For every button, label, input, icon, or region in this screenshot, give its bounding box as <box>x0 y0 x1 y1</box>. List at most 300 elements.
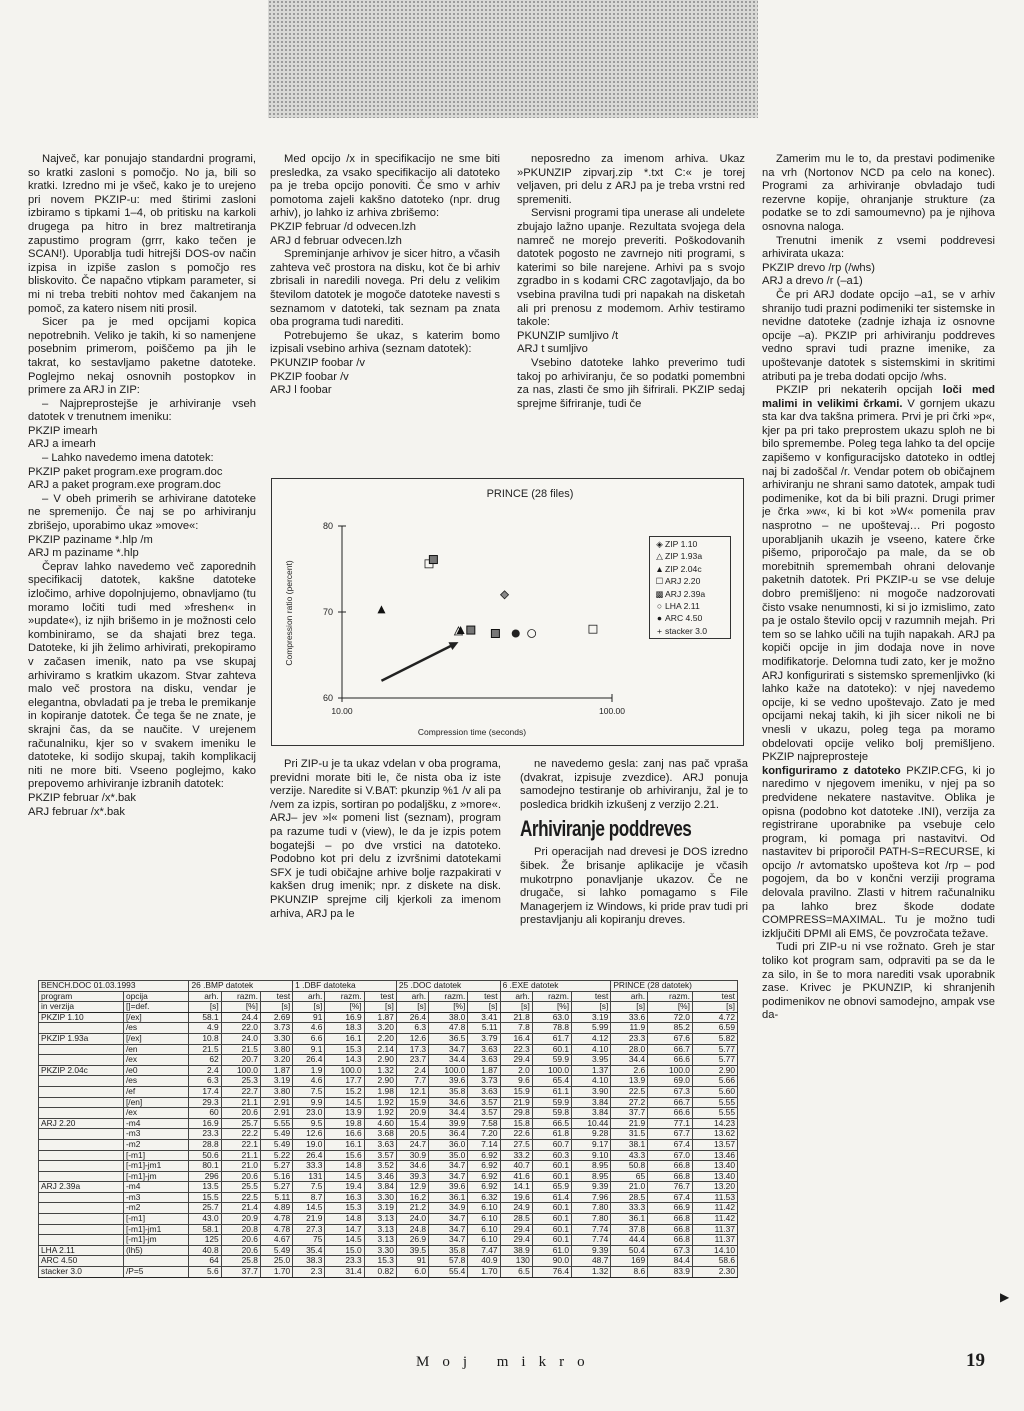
value-cell: 6.92 <box>468 1182 500 1193</box>
column-header: []=def. <box>123 1002 189 1013</box>
table-row <box>39 1055 738 1066</box>
value-cell: 6.3 <box>396 1023 428 1034</box>
value-cell: 90.0 <box>532 1256 571 1267</box>
value-cell: 5.55 <box>692 1108 737 1119</box>
column-header: [s] <box>500 1002 532 1013</box>
value-cell: 9.6 <box>500 1076 532 1087</box>
value-cell: 36.4 <box>429 1129 468 1140</box>
value-cell: 1.70 <box>260 1267 292 1278</box>
value-cell: 61.1 <box>532 1086 571 1097</box>
value-cell: 34.7 <box>429 1224 468 1235</box>
value-cell: 20.6 <box>221 1235 260 1246</box>
data-point <box>467 626 475 634</box>
value-cell: 3.19 <box>572 1012 611 1023</box>
value-cell: 33.6 <box>611 1012 648 1023</box>
value-cell: 1.98 <box>364 1086 396 1097</box>
value-cell: 59.8 <box>532 1108 571 1119</box>
value-cell: 25.3 <box>221 1076 260 1087</box>
program-cell: ARJ 2.39a <box>39 1182 124 1193</box>
value-cell: 11.53 <box>692 1192 737 1203</box>
value-cell: 66.6 <box>648 1055 693 1066</box>
value-cell: 60.1 <box>532 1214 571 1225</box>
text: Če pri ARJ dodate opcijo –a1, se v arhiv shranijo tudi prazni podimeniki ter sistemske in nevidne datoteke (zadnje izhaja iz osnovne opcije –a). PKZIP pri arhiviranju poddreves vedno spravi tudi prazne imenike, za upoštevanje datotek s sistemskimi in skritimi atributi pa je treba dodati opcijo /whs. <box>762 288 995 383</box>
value-cell: 11.9 <box>611 1023 648 1034</box>
x-tick-label: 100.00 <box>599 706 625 716</box>
value-cell: 16.4 <box>500 1033 532 1044</box>
value-cell: 1.87 <box>364 1012 396 1023</box>
value-cell: 4.78 <box>260 1214 292 1225</box>
value-cell: 21.1 <box>221 1150 260 1161</box>
emphasis: loči med malimi in velikimi črkami. <box>762 384 995 410</box>
value-cell: 15.3 <box>325 1203 364 1214</box>
paragraph: Servisni programi tipa unerase ali undelete zbujajo lažno upanje. Rezultata svojega dela namreč ne morejo preveriti. Poškodovanih datotek pogosto ne zavrnejo niti programi, s katerimi so bile narejene. Arhivi pa s svojo zgradbo in s kodami CRC zagotavljajo, da bo vsebina pravilna tudi pri napakah na disketah ali pri prenosu z modemom. Arhiv testiramo takole: <box>517 207 745 329</box>
program-cell <box>39 1044 124 1055</box>
value-cell: 19.6 <box>500 1192 532 1203</box>
value-cell: 60 <box>189 1108 221 1119</box>
value-cell: 62 <box>189 1055 221 1066</box>
value-cell: 4.6 <box>293 1023 325 1034</box>
value-cell: 29.8 <box>500 1108 532 1119</box>
option-cell: -m2 <box>123 1203 189 1214</box>
value-cell: 38.9 <box>500 1245 532 1256</box>
column-header: opcija <box>123 991 189 1002</box>
table-row <box>39 1108 738 1119</box>
value-cell: 6.10 <box>468 1224 500 1235</box>
value-cell: 6.59 <box>692 1023 737 1034</box>
option-cell: /es <box>123 1076 189 1087</box>
option-cell: /ex <box>123 1108 189 1119</box>
value-cell: 7.5 <box>293 1182 325 1193</box>
value-cell: 35.8 <box>429 1245 468 1256</box>
value-cell: 43.0 <box>189 1214 221 1225</box>
value-cell: 34.7 <box>429 1161 468 1172</box>
continue-arrow-icon: ▶ <box>1000 1290 1010 1304</box>
value-cell: 14.7 <box>325 1224 364 1235</box>
value-cell: 8.95 <box>572 1171 611 1182</box>
program-cell <box>39 1086 124 1097</box>
value-cell: 21.5 <box>189 1044 221 1055</box>
value-cell: 26.4 <box>293 1150 325 1161</box>
value-cell: 3.80 <box>260 1086 292 1097</box>
value-cell: 13.20 <box>692 1182 737 1193</box>
value-cell: 4.6 <box>293 1076 325 1087</box>
legend-entry <box>654 563 726 575</box>
column-header: [%] <box>648 1002 693 1013</box>
value-cell: 14.5 <box>325 1171 364 1182</box>
value-cell: 78.8 <box>532 1023 571 1034</box>
text: PKZIP.CFG, ki jo naredimo v njegovem imeniku, v njej pa so predvidene nekatere nastavitve. Oblika je opisna (podobno kot datoteke .INI), verzija za registrirane uporabnike pa vsebuje celo program, ki pomaga pri nastavitvi. Od nastavitev bi priporočil PATH-S=RECURSE, ki opcijo /r avtomatsko upošteva kot /rp – pod pogojem, da bo v končni verziji programa delovala pravilno. Zlasti v hitrem računalniku pa lahko brez škode dodate COMPRESS=MAXIMAL. Tu je možno tudi izključiti DPMI ali EMS, če povzročata težave. <box>762 764 995 940</box>
paragraph: Čeprav lahko navedemo več zaporednih specifikacij datotek, kakšne datoteke izločimo, arhive dopolnjujemo, obnavljamo (tu moramo ločiti tudi med »freshen« in »update«), iz njih brišemo in je možnosti celo kombiniramo, se da shajati brez tega. Datoteke, ki jih želimo arhivirati, prekopiramo v začasen imenik, nato pa vse skupaj arhiviramo s kratkim ukazom. Stvar zahteva malo več prostora na disku, vendar je elegantna, obvladati pa je treba le premikanje in kopiranje datotek. Če tega še ne znate, je skrajni čas, da se naučite. V urejenem računalniku, kjer so v svakem imeniku le datoteke, ki sodijo skupaj, takih komplikacij niti ne more biti. Vseeno poglejmo, kako prepovemo arhiviranje izbranih datotek: <box>28 560 256 791</box>
value-cell: 3.41 <box>468 1012 500 1023</box>
column-header: test <box>468 991 500 1002</box>
legend-label: ARC 4.50 <box>665 613 703 624</box>
value-cell: 8.6 <box>611 1267 648 1278</box>
legend-label: ARJ 2.39a <box>665 588 706 599</box>
value-cell: 29.4 <box>500 1055 532 1066</box>
value-cell: 17.4 <box>189 1086 221 1097</box>
text: ARJ a drevo /r (–a1) <box>762 275 863 288</box>
value-cell: 37.8 <box>611 1224 648 1235</box>
value-cell: 66.6 <box>648 1108 693 1119</box>
value-cell: 23.0 <box>293 1108 325 1119</box>
column-group-header: PRINCE (28 datotek) <box>611 981 738 992</box>
column-header: test <box>364 991 396 1002</box>
program-cell <box>39 1076 124 1087</box>
value-cell: 131 <box>293 1171 325 1182</box>
value-cell: 34.4 <box>429 1108 468 1119</box>
value-cell: 3.63 <box>468 1044 500 1055</box>
legend-marker-icon: ☐ <box>655 576 664 587</box>
value-cell: 5.49 <box>260 1245 292 1256</box>
paragraph: Vsebino datoteke lahko preverimo tudi takoj po arhiviranju, če so podatki pomembni za nas, zlasti če smo jih šifrirali. PKZIP sedaj sprejme šifriranje, tudi če <box>517 356 745 410</box>
table-row <box>39 1118 738 1129</box>
command-line: ARJ a paket program.exe program.doc <box>28 479 221 492</box>
paragraph: Spreminjanje arhivov je sicer hitro, a včasih zahteva več prostora na disku, kot če bi arhiv zbrisali in naredili novega. Pri delu z velikim številom datotek je mogoče datoteke navesti s seznamom v datoteki, tak seznam pa znata oba programa tudi narediti. <box>270 248 500 329</box>
value-cell: 76.7 <box>648 1182 693 1193</box>
value-cell: 58.1 <box>189 1012 221 1023</box>
value-cell: 9.39 <box>572 1245 611 1256</box>
value-cell: 30.9 <box>396 1150 428 1161</box>
column-header: [%] <box>429 1002 468 1013</box>
value-cell: 2.6 <box>611 1065 648 1076</box>
value-cell: 36.0 <box>429 1139 468 1150</box>
value-cell: 14.10 <box>692 1245 737 1256</box>
value-cell: 77.1 <box>648 1118 693 1129</box>
value-cell: 7.8 <box>500 1023 532 1034</box>
magazine-name: Moj mikro <box>416 1354 598 1370</box>
value-cell: 37.7 <box>611 1108 648 1119</box>
value-cell: 40.7 <box>500 1161 532 1172</box>
value-cell: 296 <box>189 1171 221 1182</box>
value-cell: 25.7 <box>189 1203 221 1214</box>
value-cell: 3.30 <box>364 1192 396 1203</box>
value-cell: 6.92 <box>468 1150 500 1161</box>
value-cell: 3.46 <box>364 1171 396 1182</box>
value-cell: 4.10 <box>572 1044 611 1055</box>
value-cell: 100.0 <box>325 1065 364 1076</box>
value-cell: 60.1 <box>532 1235 571 1246</box>
value-cell: 65.4 <box>532 1076 571 1087</box>
value-cell: 34.7 <box>429 1044 468 1055</box>
value-cell: 21.2 <box>396 1203 428 1214</box>
value-cell: 14.5 <box>325 1235 364 1246</box>
command-line <box>762 275 995 289</box>
value-cell: 67.6 <box>648 1033 693 1044</box>
value-cell: 28.8 <box>189 1139 221 1150</box>
program-cell <box>39 1192 124 1203</box>
value-cell: 26.9 <box>396 1235 428 1246</box>
value-cell: 130 <box>500 1256 532 1267</box>
value-cell: 66.8 <box>648 1235 693 1246</box>
value-cell: 5.49 <box>260 1139 292 1150</box>
value-cell: 60.1 <box>532 1044 571 1055</box>
value-cell: 25.8 <box>221 1256 260 1267</box>
value-cell: 16.6 <box>325 1129 364 1140</box>
value-cell: 7.96 <box>572 1192 611 1203</box>
value-cell: 61.0 <box>532 1245 571 1256</box>
command-line: ARJ m paziname *.hlp <box>28 547 139 560</box>
table-row <box>39 1097 738 1108</box>
value-cell: 40.8 <box>189 1245 221 1256</box>
command-line: ARJ februar /x*.bak <box>28 805 126 818</box>
value-cell: 12.6 <box>396 1033 428 1044</box>
value-cell: 25.0 <box>260 1256 292 1267</box>
option-cell: [/en] <box>123 1097 189 1108</box>
value-cell: 39.6 <box>429 1076 468 1087</box>
option-cell: -m3 <box>123 1192 189 1203</box>
table-row <box>39 1203 738 1214</box>
value-cell: 16.3 <box>325 1192 364 1203</box>
value-cell: 61.8 <box>532 1129 571 1140</box>
value-cell: 21.9 <box>293 1214 325 1225</box>
value-cell: 3.13 <box>364 1214 396 1225</box>
table-row <box>39 1033 738 1044</box>
paragraph: Med opcijo /x in specifikacijo ne sme biti presledka, za vsako specifikacijo ali datoteko pa je treba opcijo ponoviti. Če smo v arhiv pomotoma zajeli kakšno datoteko (npr. drug arhiv), jo lahko iz arhiva zbrišemo: <box>270 153 500 220</box>
value-cell: 66.8 <box>648 1214 693 1225</box>
value-cell: 2.0 <box>500 1065 532 1076</box>
value-cell: 7.5 <box>293 1086 325 1097</box>
option-cell: [-m1] <box>123 1214 189 1225</box>
value-cell: 3.57 <box>468 1097 500 1108</box>
program-cell <box>39 1214 124 1225</box>
value-cell: 6.10 <box>468 1214 500 1225</box>
value-cell: 6.92 <box>468 1161 500 1172</box>
paragraph <box>762 153 995 235</box>
value-cell: 14.8 <box>325 1161 364 1172</box>
value-cell: 48.7 <box>572 1256 611 1267</box>
value-cell: 38.0 <box>429 1012 468 1023</box>
legend-marker-icon: ▩ <box>655 588 664 599</box>
value-cell: 34.9 <box>429 1203 468 1214</box>
legend-entry <box>654 550 726 562</box>
program-cell <box>39 1171 124 1182</box>
value-cell: 1.92 <box>364 1097 396 1108</box>
value-cell: 3.79 <box>468 1033 500 1044</box>
value-cell: 38.1 <box>611 1139 648 1150</box>
value-cell: 67.4 <box>648 1139 693 1150</box>
value-cell: 27.3 <box>293 1224 325 1235</box>
value-cell: 16.1 <box>325 1139 364 1150</box>
value-cell: 11.37 <box>692 1235 737 1246</box>
value-cell: 5.82 <box>692 1033 737 1044</box>
value-cell: 31.5 <box>611 1129 648 1140</box>
column-header: razm. <box>325 991 364 1002</box>
value-cell: 34.7 <box>429 1235 468 1246</box>
value-cell: 11.42 <box>692 1203 737 1214</box>
trend-arrow-shaft <box>381 645 452 681</box>
value-cell: 3.57 <box>468 1108 500 1119</box>
value-cell: 6.5 <box>500 1267 532 1278</box>
value-cell: 21.4 <box>221 1203 260 1214</box>
value-cell: 2.90 <box>692 1065 737 1076</box>
value-cell: 4.78 <box>260 1224 292 1235</box>
y-tick-label: 70 <box>322 607 334 617</box>
value-cell: 5.11 <box>260 1192 292 1203</box>
value-cell: 91 <box>396 1256 428 1267</box>
value-cell: 23.3 <box>189 1129 221 1140</box>
value-cell: 3.90 <box>572 1086 611 1097</box>
column-header: [s] <box>364 1002 396 1013</box>
value-cell: 28.5 <box>611 1192 648 1203</box>
value-cell: 5.16 <box>260 1171 292 1182</box>
program-cell: PKZIP 1.93a <box>39 1033 124 1044</box>
paragraph: Pri operacijah nad drevesi je DOS izredno šibek. Že brisanje aplikacije je včasih mukotrpno ponavljanje ukazov. Če ne drugače, si lahko pomagamo s File Managerjem iz Windows, ki pride prav tudi pri prestavljanju ali kopiranju dreves. <box>520 846 748 927</box>
table-row <box>39 1150 738 1161</box>
program-cell: ARJ 2.20 <box>39 1118 124 1129</box>
option-cell: [-m1]-jm <box>123 1235 189 1246</box>
value-cell: 6.0 <box>396 1267 428 1278</box>
value-cell: 26.4 <box>396 1012 428 1023</box>
value-cell: 61.7 <box>532 1033 571 1044</box>
value-cell: 7.80 <box>572 1214 611 1225</box>
value-cell: 24.0 <box>221 1033 260 1044</box>
value-cell: 67.3 <box>648 1245 693 1256</box>
value-cell: 14.1 <box>500 1182 532 1193</box>
value-cell: 60.1 <box>532 1224 571 1235</box>
value-cell: 15.6 <box>325 1150 364 1161</box>
paragraph: Sicer pa je med opcijami kopica nepotrebnih. Veliko je takih, ki so namenjene posebnim primerom, poiščemo pa jih le takrat, ko sestavljamo paketne datoteke. Poglejmo nekaj osnovnih postopkov in primere za ARJ in ZIP: <box>28 316 256 397</box>
value-cell: 66.7 <box>648 1097 693 1108</box>
legend-marker-icon: ▲ <box>655 563 664 574</box>
value-cell: 60.3 <box>532 1150 571 1161</box>
legend-marker-icon: △ <box>656 551 663 562</box>
legend-entry <box>654 575 726 587</box>
value-cell: 2.4 <box>189 1065 221 1076</box>
paragraph <box>762 235 995 262</box>
option-cell: /en <box>123 1044 189 1055</box>
value-cell: 14.5 <box>325 1097 364 1108</box>
value-cell: 6.10 <box>468 1203 500 1214</box>
column-header: arh. <box>293 991 325 1002</box>
value-cell: 3.63 <box>468 1055 500 1066</box>
value-cell: 16.9 <box>189 1118 221 1129</box>
value-cell: 20.9 <box>221 1214 260 1225</box>
value-cell: 6.10 <box>468 1235 500 1246</box>
table-row <box>39 1214 738 1225</box>
value-cell: 66.9 <box>648 1203 693 1214</box>
section-heading: Arhiviranje poddreves <box>520 816 692 842</box>
value-cell: 19.0 <box>293 1139 325 1150</box>
table-header-row <box>39 991 738 1002</box>
paragraph <box>762 384 995 765</box>
table-row <box>39 1256 738 1267</box>
value-cell: 6.32 <box>468 1192 500 1203</box>
column-header: [s] <box>572 1002 611 1013</box>
value-cell: 33.3 <box>293 1161 325 1172</box>
option-cell: [-m1]-jm1 <box>123 1224 189 1235</box>
text: Trenutni imenik z vsemi poddrevesi arhivirata ukaza: <box>762 234 995 261</box>
value-cell: 3.13 <box>364 1224 396 1235</box>
value-cell: 5.99 <box>572 1023 611 1034</box>
value-cell: 91 <box>293 1012 325 1023</box>
value-cell: 31.4 <box>325 1267 364 1278</box>
value-cell: 5.22 <box>260 1150 292 1161</box>
value-cell: 2.20 <box>364 1033 396 1044</box>
column-header: razm. <box>648 991 693 1002</box>
value-cell: 83.9 <box>648 1267 693 1278</box>
value-cell: 14.23 <box>692 1118 737 1129</box>
value-cell: 35.8 <box>429 1086 468 1097</box>
command-line: PKZIP imearh <box>28 424 98 437</box>
program-cell: stacker 3.0 <box>39 1267 124 1278</box>
option-cell: -m3 <box>123 1129 189 1140</box>
value-cell: 39.6 <box>429 1182 468 1193</box>
value-cell: 2.69 <box>260 1012 292 1023</box>
value-cell: 7.20 <box>468 1129 500 1140</box>
value-cell: 9.9 <box>293 1097 325 1108</box>
table-row <box>39 1245 738 1256</box>
column-header: in verzija <box>39 1002 124 1013</box>
value-cell: 67.0 <box>648 1150 693 1161</box>
value-cell: 34.4 <box>429 1055 468 1066</box>
article-column-2-bottom <box>270 758 501 973</box>
value-cell: 3.68 <box>364 1129 396 1140</box>
table-row <box>39 1023 738 1034</box>
column-header: arh. <box>611 991 648 1002</box>
value-cell: 16.1 <box>325 1033 364 1044</box>
option-cell: /P=5 <box>123 1267 189 1278</box>
value-cell: 66.5 <box>532 1118 571 1129</box>
value-cell: 26.4 <box>293 1055 325 1066</box>
table-row <box>39 1182 738 1193</box>
value-cell: 20.6 <box>221 1245 260 1256</box>
value-cell: 14.8 <box>325 1214 364 1225</box>
value-cell: 3.73 <box>468 1076 500 1087</box>
value-cell: 9.39 <box>572 1182 611 1193</box>
value-cell: 20.9 <box>396 1108 428 1119</box>
table-header-row <box>39 1002 738 1013</box>
value-cell: 18.3 <box>325 1023 364 1034</box>
paragraph: Pri ZIP-u je ta ukaz vdelan v oba programa, previdni morate biti le, če nista oba iz iste verzije. Naredite si V.BAT: pkunzip %1 /v ali pa /vem za izpis, sortiran po podaljšku, z »more«. ARJ– jev »l« pomeni list (seznam), program pa razume tudi v (view), le da je izpis potem bogatejši – po dve vrstici na datoteko. Podobno kot pri delu z izvršnimi datotekami SFX je tudi običajne arhive bolje razpakirati v kakšen drug imenik; npr. z diskete na disk. PKUNZIP sprejme cilj kjerkoli za imenom arhiva, ARJ pa le <box>270 758 501 920</box>
value-cell: 5.55 <box>692 1097 737 1108</box>
data-point <box>429 556 437 564</box>
value-cell: 15.8 <box>500 1118 532 1129</box>
value-cell: 13.62 <box>692 1129 737 1140</box>
legend-label: ZIP 1.93a <box>665 551 703 562</box>
value-cell: 20.6 <box>221 1108 260 1119</box>
value-cell: 27.5 <box>500 1139 532 1150</box>
value-cell: 2.90 <box>364 1076 396 1087</box>
column-group-header: 1 .DBF datoteka <box>293 981 397 992</box>
value-cell: 7.74 <box>572 1224 611 1235</box>
option-cell: /es <box>123 1023 189 1034</box>
text: V gornjem ukazu sta kar dva takšna primera. Prvi je pri črki »p«, kjer pa pri tako preprostem ukazu sploh ne bi bilo spremembe. Poleg tega lahko ta del opcije zapišemo v konfiguracijsko datoteko in odtlej naj bi zadoščal /r. Vendar potem ob običajnem arhiviranju ne shrani samo datotek, ampak tudi podimenike, kot da bi bili prazni. Drugi primer je črka »w«, ki bi kot »W« pomenila prav nasprotno – ne upoštevaj… Pri pogosto uporabljanih ukazih je vseeno, katere črke pišemo, priporočajo pa male, da se ob morebitnih spremembah ohrani delovanje paketnih datotek. Pri PKZIP-u se vse deluje dobro premišljeno: ni mogoče nadzorovati čisto vsake nenumnosti, ki si jo izmislimo, zato pa je ostalo število opcij v razumnih mejah. Pri tem so se lahko učili na tujih napakah. ARJ pa kopiči opcije in jim dodaja nove in nove modifikatorje. Delomna tudi zato, ker je možno ARJ konfigurirati s sistemsko spremenljivko (ki lahko kaže na datoteko): v njej navedemo opcije, ki se vedno upoštevajo. Zato je med opcijami nekaj takih, ki jih sicer nikoli ne bi vnesli v ukazu, poleg tega pa moramo obdelovati opcije veliko bolj premišljeno. PKZIP najpreprosteje <box>762 397 995 764</box>
value-cell: 85.2 <box>648 1023 693 1034</box>
value-cell: 4.89 <box>260 1203 292 1214</box>
value-cell: 13.40 <box>692 1161 737 1172</box>
value-cell: 10.44 <box>572 1118 611 1129</box>
value-cell: 28.0 <box>611 1044 648 1055</box>
option-cell: -m2 <box>123 1139 189 1150</box>
value-cell: 59.9 <box>532 1055 571 1066</box>
program-cell <box>39 1150 124 1161</box>
value-cell: 67.3 <box>648 1086 693 1097</box>
column-header: [%] <box>221 1002 260 1013</box>
value-cell: 21.1 <box>221 1097 260 1108</box>
value-cell: 34.4 <box>611 1055 648 1066</box>
value-cell: 23.3 <box>611 1033 648 1044</box>
value-cell: 50.8 <box>611 1161 648 1172</box>
program-cell <box>39 1161 124 1172</box>
value-cell: 100.0 <box>648 1065 693 1076</box>
value-cell: 16.9 <box>325 1012 364 1023</box>
value-cell: 17.3 <box>396 1044 428 1055</box>
program-cell <box>39 1097 124 1108</box>
value-cell: 80.1 <box>189 1161 221 1172</box>
option-cell <box>123 1256 189 1267</box>
prince-scatter-chart <box>271 478 744 746</box>
data-point <box>457 626 465 634</box>
